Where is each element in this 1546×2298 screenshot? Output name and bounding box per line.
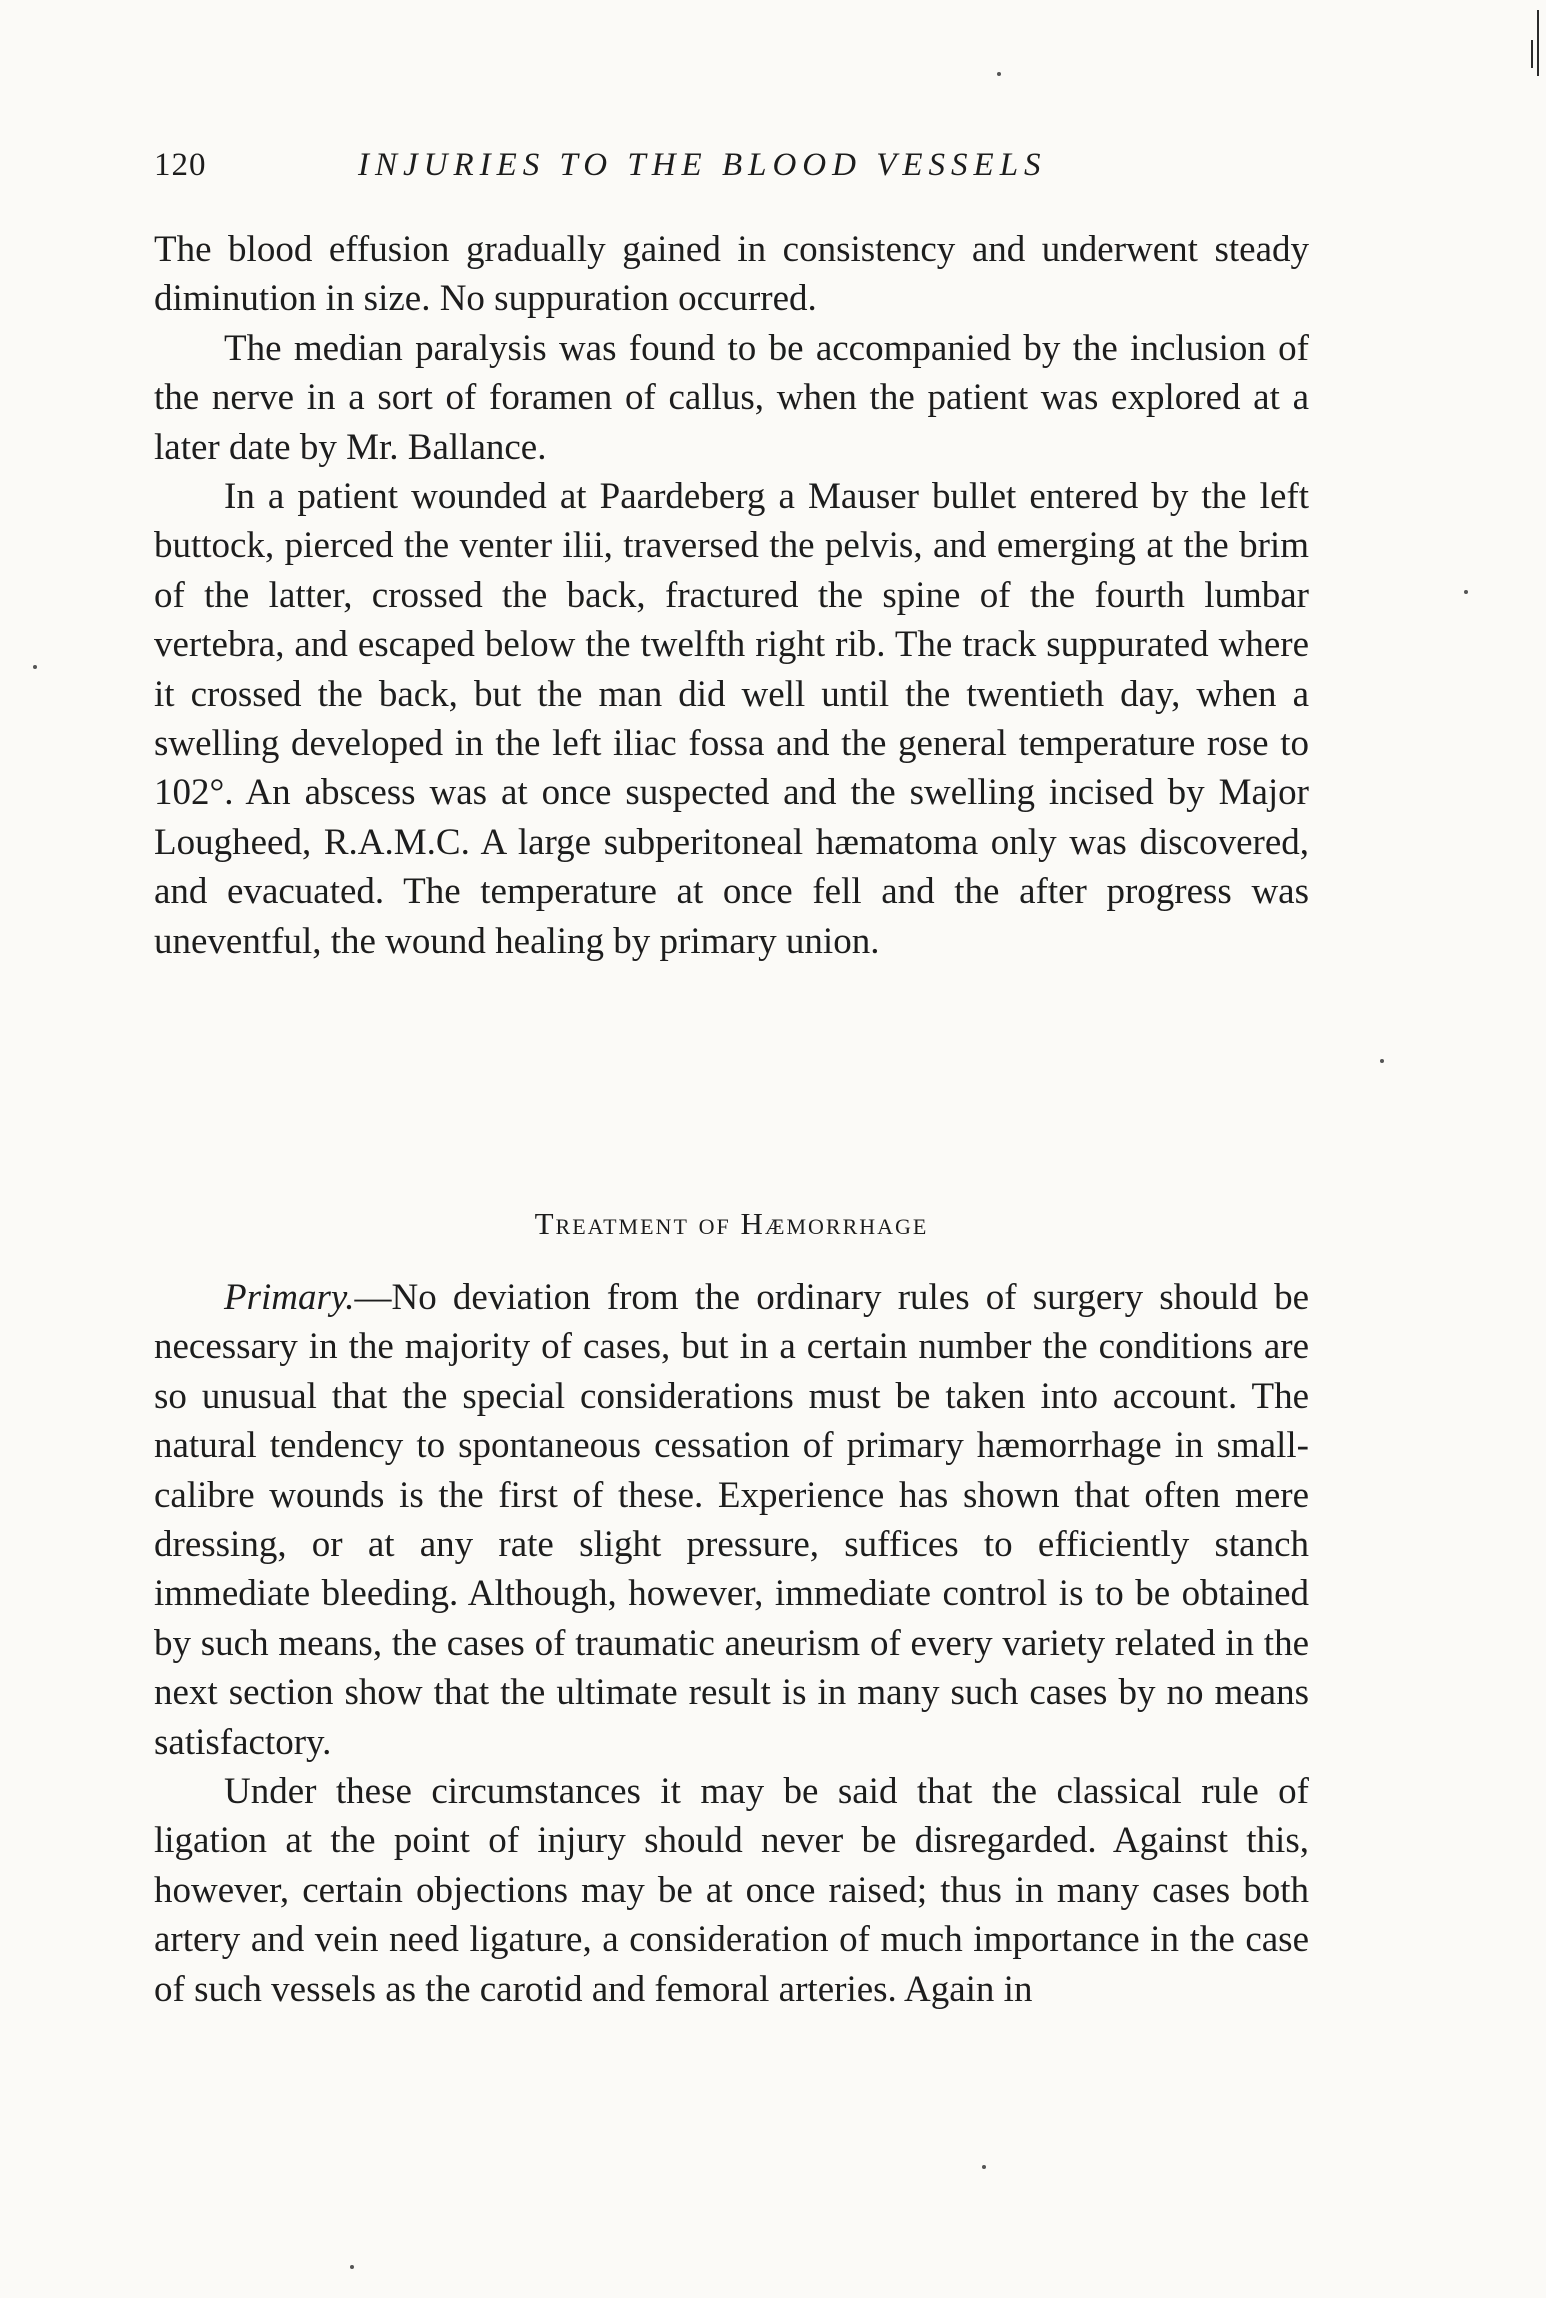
paragraph: In a patient wounded at Paardeberg a Mauser bullet entered by the left buttock, pierced the venter ilii, traversed the pelvis, and emerging at the brim of the latter, crossed the back, fractured the spine of the fourth lumbar vertebra, and escaped below the twelfth right rib. The track suppurated where it crossed the back, but the man did well until the twentieth day, when a swelling developed in the left iliac fossa and the general temperature rose to 102°. An abscess was at once suspected and the swelling incised by Major Lougheed, R.A.M.C. A large subperitoneal hæmatoma only was discovered, and evacuated. The temperature at once fell and the after progress was uneventful, the wound healing by primary union.	[154, 476, 1309, 962]
paragraph	[154, 1273, 1309, 1767]
scan-speck	[33, 665, 37, 669]
scan-edge-mark	[1537, 10, 1539, 76]
page-number: 120	[154, 147, 207, 183]
scan-speck	[350, 2265, 354, 2269]
body-text-top	[154, 225, 1309, 966]
scan-edge-mark	[1531, 40, 1533, 68]
scan-speck	[997, 72, 1001, 76]
em-dash: —	[354, 1277, 392, 1318]
page-header	[154, 140, 1309, 190]
paragraph: The blood effusion gradually gained in consistency and underwent steady diminution in size. No suppuration occurred.	[154, 229, 1309, 320]
section-heading: Treatment of Hæmorrhage	[534, 1206, 929, 1241]
scan-speck	[1464, 590, 1468, 594]
run-in-label: Primary.	[224, 1277, 355, 1318]
body-text-section	[154, 1273, 1309, 2014]
paragraph-text: No deviation from the ordinary rules of surgery should be necessary in the majority of cases, but in a certain number the conditions are so unusual that the special considerations must be taken into account. The natural tendency to spontaneous cessation of primary hæmorrhage in small-calibre wounds is the first of these. Experience has shown that often mere dressing, or at any rate slight pressure, suffices to efficiently stanch immediate bleeding. Although, however, immediate control is to be obtained by such means, the cases of traumatic aneurism of every variety related in the next section show that the ultimate result is in many such cases by no means satisfactory.	[154, 1277, 1309, 1763]
running-title: INJURIES TO THE BLOOD VESSELS	[358, 147, 1047, 183]
paragraph: Under these circumstances it may be said that the classical rule of ligation at the point of injury should never be disregarded. Against this, however, certain objections may be at once raised; thus in many cases both artery and vein need ligature, a consideration of much importance in the case of such vessels as the carotid and femoral arteries. Again in	[154, 1771, 1309, 2010]
paragraph: The median paralysis was found to be accompanied by the inclusion of the nerve in a sort of foramen of callus, when the patient was explored at a later date by Mr. Ballance.	[154, 327, 1309, 468]
scan-speck	[982, 2165, 986, 2169]
scan-speck	[1380, 1059, 1384, 1063]
